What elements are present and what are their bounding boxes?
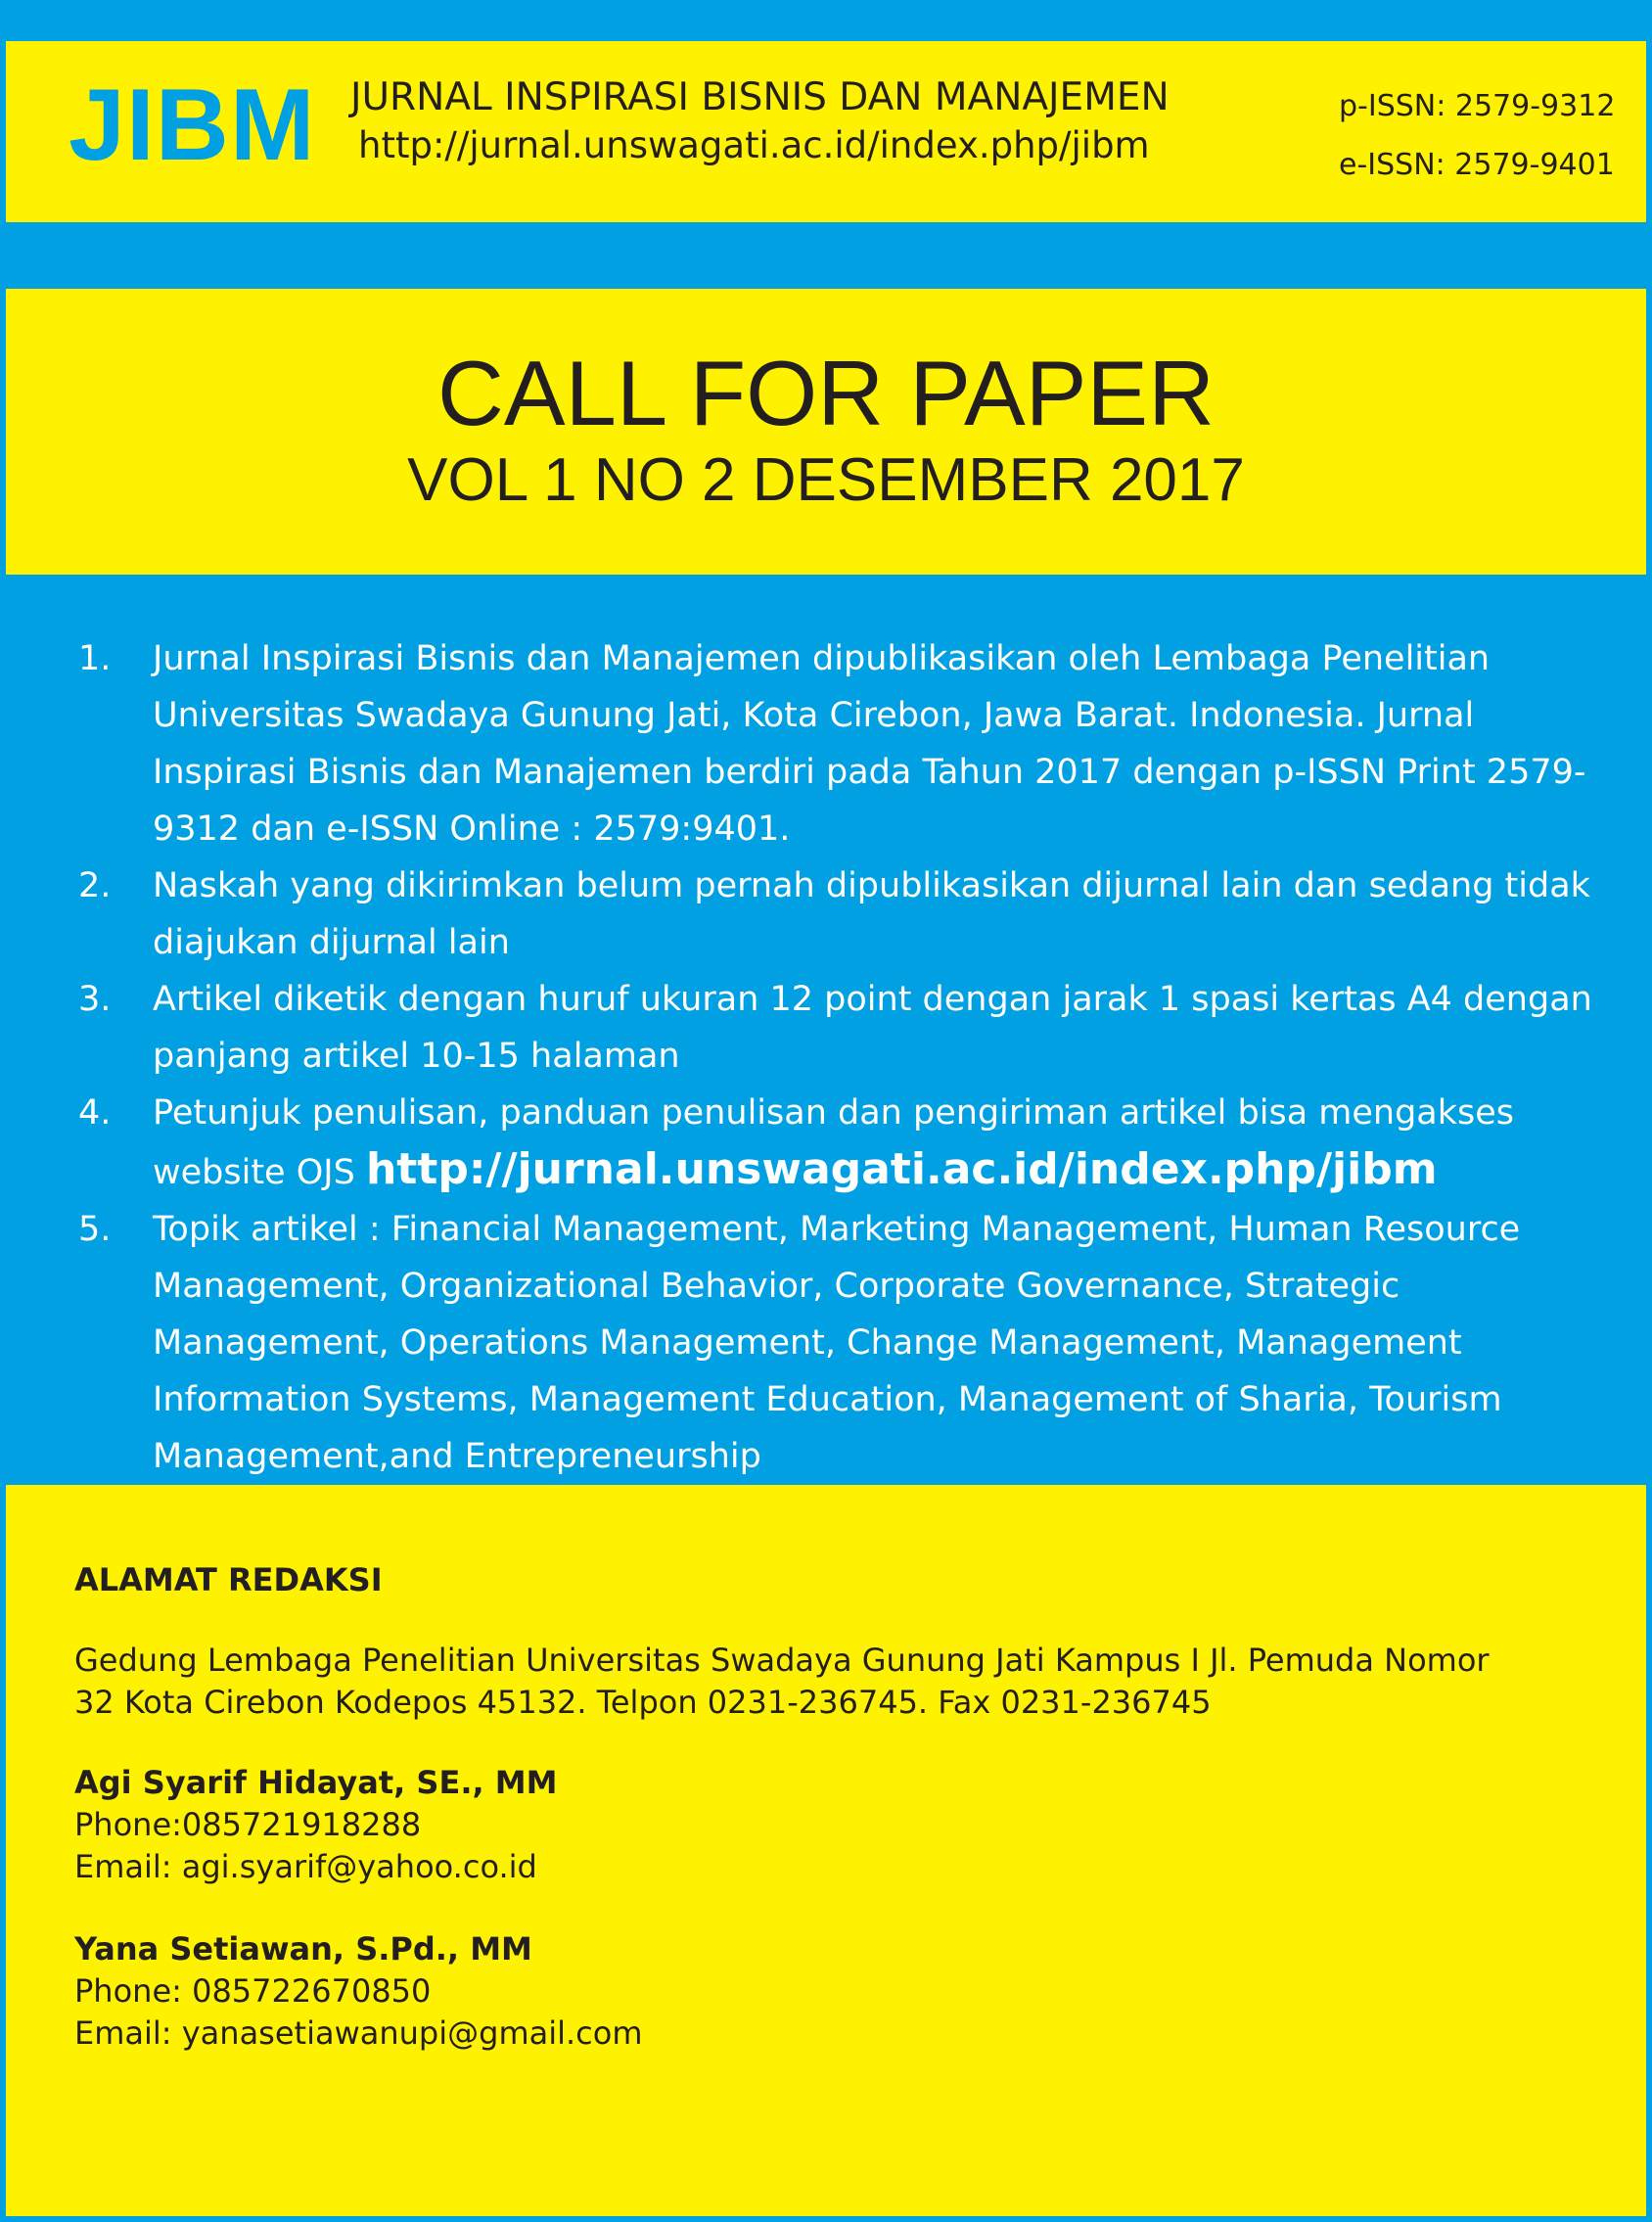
list-item [78,971,1605,1085]
list-number: 4. [78,1093,112,1133]
contact-email[interactable]: Email: yanasetiawanupi@gmail.com [74,2014,643,2052]
contact-phone: Phone: 085722670850 [74,1972,432,2010]
p-issn: p-ISSN: 2579-9312 [1339,89,1616,123]
list-number: 1. [78,639,112,678]
list-item-text: Jurnal Inspirasi Bisnis dan Manajemen dipublikasikan oleh Lembaga Penelitian Universitas Swadaya Gunung Jati, Kota Cirebon, Jawa Barat. Indonesia. Jurnal Inspirasi Bisnis dan Manajemen berdiri pada Tahun 2017 dengan p-ISSN Print 2579-9312 dan e-ISSN Online : 2579:9401. [153,639,1586,849]
volume-issue-subtitle: VOL 1 NO 2 DESEMBER 2017 [407,446,1245,514]
address-line: Gedung Lembaga Penelitian Universitas Swadaya Gunung Jati Kampus I Jl. Pemuda Nomor [74,1642,1490,1679]
contact-email[interactable]: Email: agi.syarif@yahoo.co.id [74,1848,537,1885]
list-item-text: Petunjuk penulisan, panduan penulisan dan pengiriman artikel bisa mengakses website OJS [153,1093,1515,1192]
list-item-text: Naskah yang dikirimkan belum pernah dipublikasikan dijurnal lain dan sedang tidak diajukan dijurnal lain [153,866,1590,962]
submission-terms-list [78,630,1605,1485]
contact-name: Agi Syarif Hidayat, SE., MM [74,1764,558,1801]
footer-heading: ALAMAT REDAKSI [74,1561,383,1598]
e-issn: e-ISSN: 2579-9401 [1339,148,1615,182]
ojs-url-link[interactable]: http://jurnal.unswagati.ac.id/index.php/jibm [365,1144,1438,1194]
list-item-text: Artikel diketik dengan huruf ukuran 12 point dengan jarak 1 spasi kertas A4 dengan panjang artikel 10-15 halaman [153,980,1592,1076]
divider-band [6,222,1646,289]
list-item [78,1201,1605,1485]
call-for-paper-title: CALL FOR PAPER [437,342,1215,444]
contact-phone: Phone:085721918288 [74,1806,422,1843]
journal-logo: JIBM [69,69,316,182]
list-item [78,857,1605,971]
address-line: 32 Kota Cirebon Kodepos 45132. Telpon 0231-236745. Fax 0231-236745 [74,1684,1212,1721]
list-item [78,630,1605,857]
list-item-text: Topik artikel : Financial Management, Marketing Management, Human Resource Management, Organizational Behavior, Corporate Governance, Strategic Management, Operations Management, Change Management, Management Information Systems, Management Education, Management of Sharia, Tourism Management,and Entrepreneurship [153,1210,1521,1476]
list-item [78,1085,1605,1201]
journal-url-link[interactable]: http://jurnal.unswagati.ac.id/index.php/jibm [358,124,1150,166]
list-number: 2. [78,866,112,905]
journal-title: JURNAL INSPIRASI BISNIS DAN MANAJEMEN [350,75,1170,119]
contact-name: Yana Setiawan, S.Pd., MM [74,1930,532,1967]
list-number: 3. [78,980,112,1019]
list-number: 5. [78,1210,112,1249]
